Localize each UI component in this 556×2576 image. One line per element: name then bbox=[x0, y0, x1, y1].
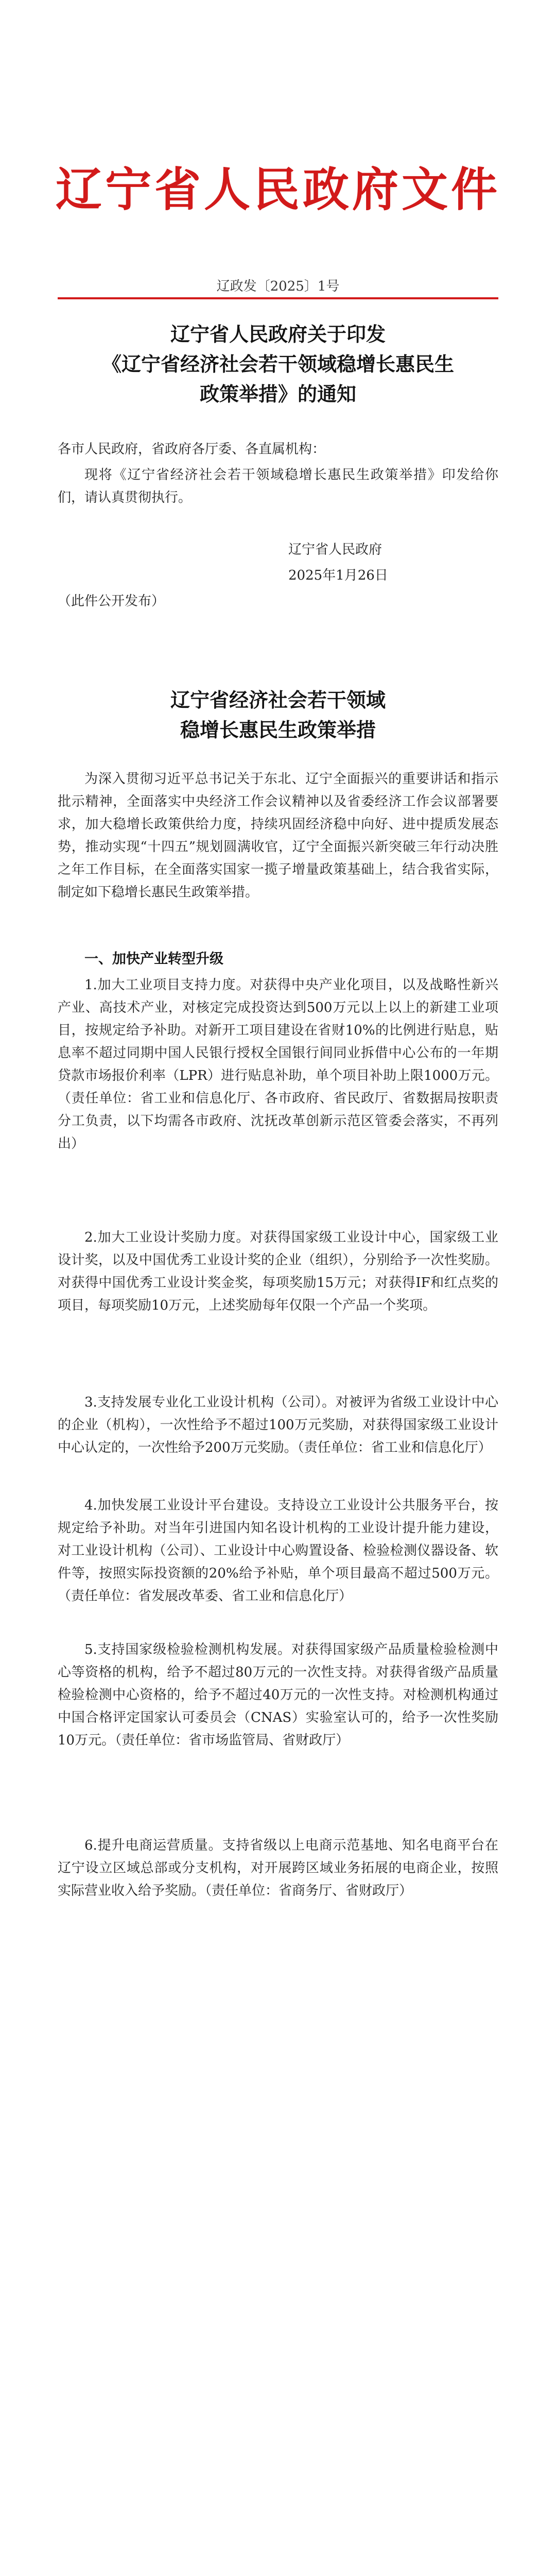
government-document-title: 辽宁省人民政府文件 bbox=[56, 163, 500, 217]
section-heading: 一、加快产业转型升级 bbox=[84, 951, 223, 967]
notice-title-line1: 辽宁省人民政府关于印发 bbox=[170, 323, 386, 346]
notice-signer: 辽宁省人民政府 bbox=[288, 542, 383, 557]
notice-title-line2: 《辽宁省经济社会若干领域稳增长惠民生 bbox=[101, 352, 454, 376]
policy-item: 2.加大工业设计奖励力度。对获得国家级工业设计中心，国家级工业设计奖，以及中国优秀工业设计奖的企业（组织），分别给予一次性奖励。对获得中国优秀工业设计奖金奖，每项奖励15万元；对获得IF和红点奖的项目，每项奖励10万元，上述奖励每年仅限一个产品一个奖项。 bbox=[58, 1230, 498, 1313]
notice-body: 现将《辽宁省经济社会若干领域稳增长惠民生政策举措》印发给你们，请认真贯彻执行。 bbox=[58, 467, 498, 505]
red-divider bbox=[58, 297, 498, 299]
policy-item: 3.支持发展专业化工业设计机构（公司）。对被评为省级工业设计中心的企业（机构），一次性给予不超过100万元奖励，对获得国家级工业设计中心认定的，一次性给予200万元奖励。（责任单位：省工业和信息化厅） bbox=[58, 1395, 498, 1455]
notice-date: 2025年1月26日 bbox=[288, 568, 388, 583]
policy-intro: 为深入贯彻习近平总书记关于东北、辽宁全面振兴的重要讲话和指示批示精神，全面落实中央经济工作会议精神以及省委经济工作会议部署要求，加大稳增长政策供给力度，持续巩固经济稳中向好、进中提质发展态势，推动实现“十四五”规划圆满收官，辽宁全面振兴新突破三年行动决胜之年工作目标，在全面落实国家一揽子增量政策基础上，结合我省实际，制定如下稳增长惠民生政策举措。 bbox=[58, 771, 498, 900]
notice-salutation: 各市人民政府，省政府各厅委、各直属机构： bbox=[58, 442, 326, 457]
policy-title-line2: 稳增长惠民生政策举措 bbox=[180, 718, 376, 741]
policy-item: 4.加快发展工业设计平台建设。支持设立工业设计公共服务平台，按规定给予补助。对当年引进国内知名设计机构的工业设计提升能力建设，对工业设计机构（公司）、工业设计中心购置设备、检验检测仪器设备、软件等，按照实际投资额的20%给予补贴，单个项目最高不超过500万元。（责任单位：省发展改革委、省工业和信息化厅） bbox=[58, 1498, 498, 1604]
document-number: 辽政发〔2025〕1号 bbox=[216, 279, 340, 294]
policy-item: 6.提升电商运营质量。支持省级以上电商示范基地、知名电商平台在辽宁设立区域总部或分支机构，对开展跨区域业务拓展的电商企业，按照实际营业收入给予奖励。（责任单位：省商务厅、省财政厅） bbox=[58, 1838, 498, 1899]
publish-note: （此件公开发布） bbox=[58, 594, 165, 609]
policy-item: 1.加大工业项目支持力度。对获得中央产业化项目，以及战略性新兴产业、高技术产业，对核定完成投资达到500万元以上以上的新建工业项目，按规定给予补助。对新开工项目建设在省财10%的比例进行贴息，贴息率不超过同期中国人民银行授权全国银行间同业拆借中心公布的一年期贷款市场报价利率（LPR）进行贴息补助，单个项目补助上限1000万元。（责任单位：省工业和信息化厅、各市政府、省民政厅、省数据局按职责分工负责，以下均需各市政府、沈抚改革创新示范区管委会落实，不再列出） bbox=[58, 977, 498, 1151]
policy-title-line1: 辽宁省经济社会若干领域 bbox=[170, 688, 386, 711]
notice-title-line3: 政策举措》的通知 bbox=[199, 382, 356, 405]
policy-item: 5.支持国家级检验检测机构发展。对获得国家级产品质量检验检测中心等资格的机构，给予不超过80万元的一次性支持。对获得省级产品质量检验检测中心资格的，给予不超过40万元的一次性支持。对检测机构通过中国合格评定国家认可委员会（CNAS）实验室认可的，给予一次性奖励10万元。（责任单位：省市场监管局、省财政厅） bbox=[58, 1642, 498, 1748]
